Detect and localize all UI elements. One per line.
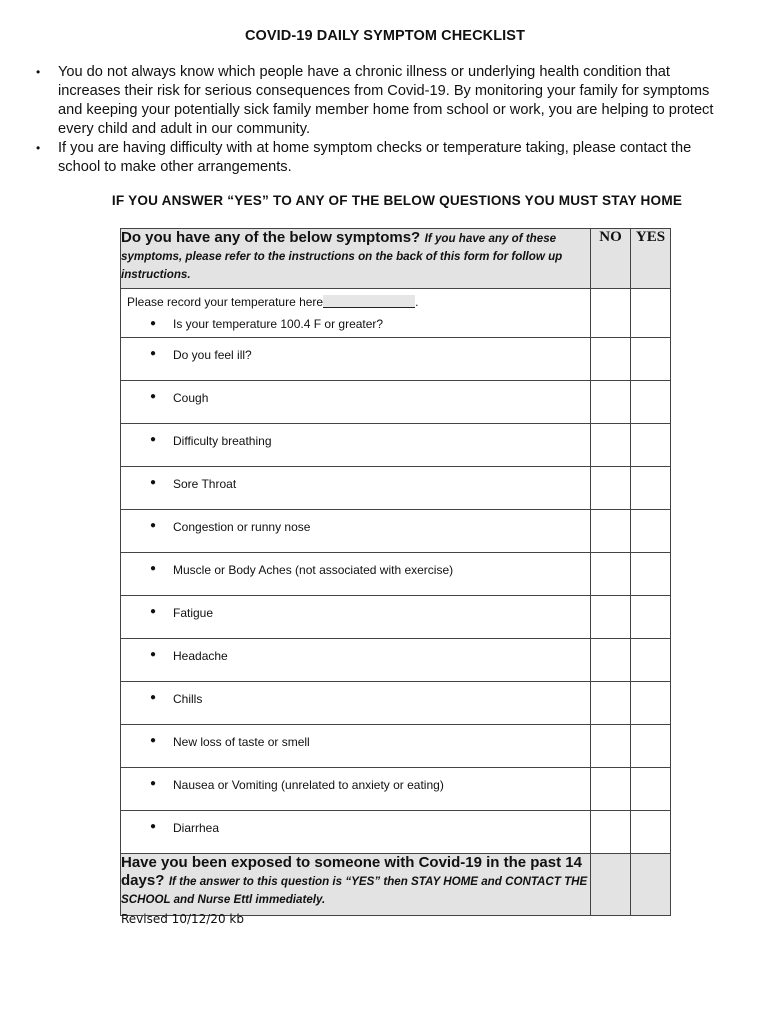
symptom-label: Sore Throat	[173, 477, 237, 491]
symptom-cell	[121, 596, 591, 639]
bullet-icon: ●	[150, 391, 157, 402]
symptom-label: Nausea or Vomiting (unrelated to anxiety or eating)	[173, 778, 444, 792]
bullet-icon: ●	[150, 778, 157, 789]
symptom-row	[121, 338, 671, 381]
symptom-label: Do you feel ill?	[173, 348, 252, 362]
no-checkbox[interactable]	[591, 725, 631, 768]
symptom-label: Congestion or runny nose	[173, 520, 311, 534]
no-checkbox[interactable]	[591, 424, 631, 467]
revision-note: Revised 10/12/20 kb	[121, 912, 244, 926]
exposure-instructions: If the answer to this question is “YES” then STAY HOME and CONTACT THE SCHOOL and Nurse Ettl immediately.	[121, 875, 588, 906]
bullet-icon: •	[36, 65, 41, 79]
bullet-icon: ●	[150, 563, 157, 574]
symptom-cell	[121, 639, 591, 682]
exposure-no-checkbox[interactable]	[591, 854, 631, 916]
bullet-icon: ●	[150, 318, 157, 329]
exposure-question-cell	[121, 854, 591, 916]
symptom-cell	[121, 768, 591, 811]
symptom-cell	[121, 510, 591, 553]
bullet-icon: ●	[150, 821, 157, 832]
symptom-label: Diarrhea	[173, 821, 220, 835]
no-checkbox[interactable]	[591, 510, 631, 553]
symptom-label: Fatigue	[173, 606, 214, 620]
yes-column-header: YES	[631, 229, 671, 289]
no-checkbox[interactable]	[591, 553, 631, 596]
symptom-cell	[121, 424, 591, 467]
stay-home-warning: IF YOU ANSWER “YES” TO ANY OF THE BELOW QUESTIONS YOU MUST STAY HOME	[111, 193, 683, 208]
bullet-icon: ●	[150, 649, 157, 660]
symptom-cell	[121, 725, 591, 768]
bullet-icon: ●	[150, 434, 157, 445]
symptom-label: Difficulty breathing	[173, 434, 272, 448]
symptom-cell	[121, 553, 591, 596]
symptom-row	[121, 381, 671, 424]
symptoms-question-header	[121, 229, 591, 289]
yes-checkbox[interactable]	[631, 510, 671, 553]
yes-checkbox[interactable]	[631, 467, 671, 510]
no-checkbox[interactable]	[591, 381, 631, 424]
yes-checkbox[interactable]	[631, 289, 671, 338]
no-checkbox[interactable]	[591, 596, 631, 639]
table-header-row	[121, 229, 671, 289]
bullet-icon: ●	[150, 606, 157, 617]
no-column-header: NO	[591, 229, 631, 289]
yes-checkbox[interactable]	[631, 381, 671, 424]
symptom-table	[120, 228, 671, 916]
temperature-cell: Please record your temperature here . ● Is your temperature 100.4 F or greater?	[121, 289, 591, 338]
temperature-row	[121, 289, 671, 338]
symptom-label: Muscle or Body Aches (not associated with exercise)	[173, 563, 454, 577]
symptom-row	[121, 768, 671, 811]
yes-checkbox[interactable]	[631, 596, 671, 639]
symptom-cell	[121, 381, 591, 424]
symptom-row	[121, 811, 671, 854]
symptom-row	[121, 682, 671, 725]
yes-checkbox[interactable]	[631, 682, 671, 725]
no-checkbox[interactable]	[591, 682, 631, 725]
symptom-cell	[121, 811, 591, 854]
no-checkbox[interactable]	[591, 811, 631, 854]
bullet-icon: ●	[150, 477, 157, 488]
symptom-row	[121, 596, 671, 639]
symptom-label: New loss of taste or smell	[173, 735, 310, 749]
no-checkbox[interactable]	[591, 768, 631, 811]
exposure-question: Have you been exposed to someone with Covid-19 in the past 14 days?	[121, 854, 582, 889]
no-checkbox[interactable]	[591, 467, 631, 510]
bullet-icon: •	[36, 141, 41, 155]
temperature-input[interactable]	[323, 295, 415, 308]
symptom-label: Cough	[173, 391, 209, 405]
symptom-row	[121, 467, 671, 510]
intro-list	[36, 63, 726, 177]
symptom-cell	[121, 682, 591, 725]
symptoms-instructions: If you have any of these symptoms, please refer to the instructions on the back of this form for follow up instructions.	[121, 232, 563, 281]
intro-item: • If you are having difficulty with at home symptom checks or temperature taking, please contact the school to make other arrangements.	[36, 140, 692, 175]
symptom-row	[121, 553, 671, 596]
yes-checkbox[interactable]	[631, 424, 671, 467]
yes-checkbox[interactable]	[631, 338, 671, 381]
symptom-cell	[121, 338, 591, 381]
bullet-icon: ●	[150, 520, 157, 531]
no-checkbox[interactable]	[591, 639, 631, 682]
exposure-yes-checkbox[interactable]	[631, 854, 671, 916]
bullet-icon: ●	[150, 735, 157, 746]
symptom-row	[121, 510, 671, 553]
symptom-label: Headache	[173, 649, 228, 663]
exposure-row	[121, 854, 671, 916]
temperature-label: Please record your temperature here	[127, 295, 324, 309]
symptoms-question: Do you have any of the below symptoms?	[121, 229, 421, 246]
yes-checkbox[interactable]	[631, 768, 671, 811]
yes-checkbox[interactable]	[631, 725, 671, 768]
yes-checkbox[interactable]	[631, 553, 671, 596]
symptom-label: Chills	[173, 692, 203, 706]
page-title: COVID-19 DAILY SYMPTOM CHECKLIST	[244, 28, 526, 44]
no-checkbox[interactable]	[591, 338, 631, 381]
symptom-row	[121, 424, 671, 467]
bullet-icon: ●	[150, 348, 157, 359]
symptom-row	[121, 725, 671, 768]
no-checkbox[interactable]	[591, 289, 631, 338]
symptom-row	[121, 639, 671, 682]
temperature-question: Is your temperature 100.4 F or greater?	[173, 317, 384, 331]
intro-item: • You do not always know which people have a chronic illness or underlying health condition that increases their risk for serious consequences from Covid-19. By monitoring your family for symptoms and keeping your potentially sick family member home from school or work, you are helping to protect every child and adult in our community.	[36, 64, 714, 137]
yes-checkbox[interactable]	[631, 811, 671, 854]
yes-checkbox[interactable]	[631, 639, 671, 682]
bullet-icon: ●	[150, 692, 157, 703]
symptom-cell	[121, 467, 591, 510]
